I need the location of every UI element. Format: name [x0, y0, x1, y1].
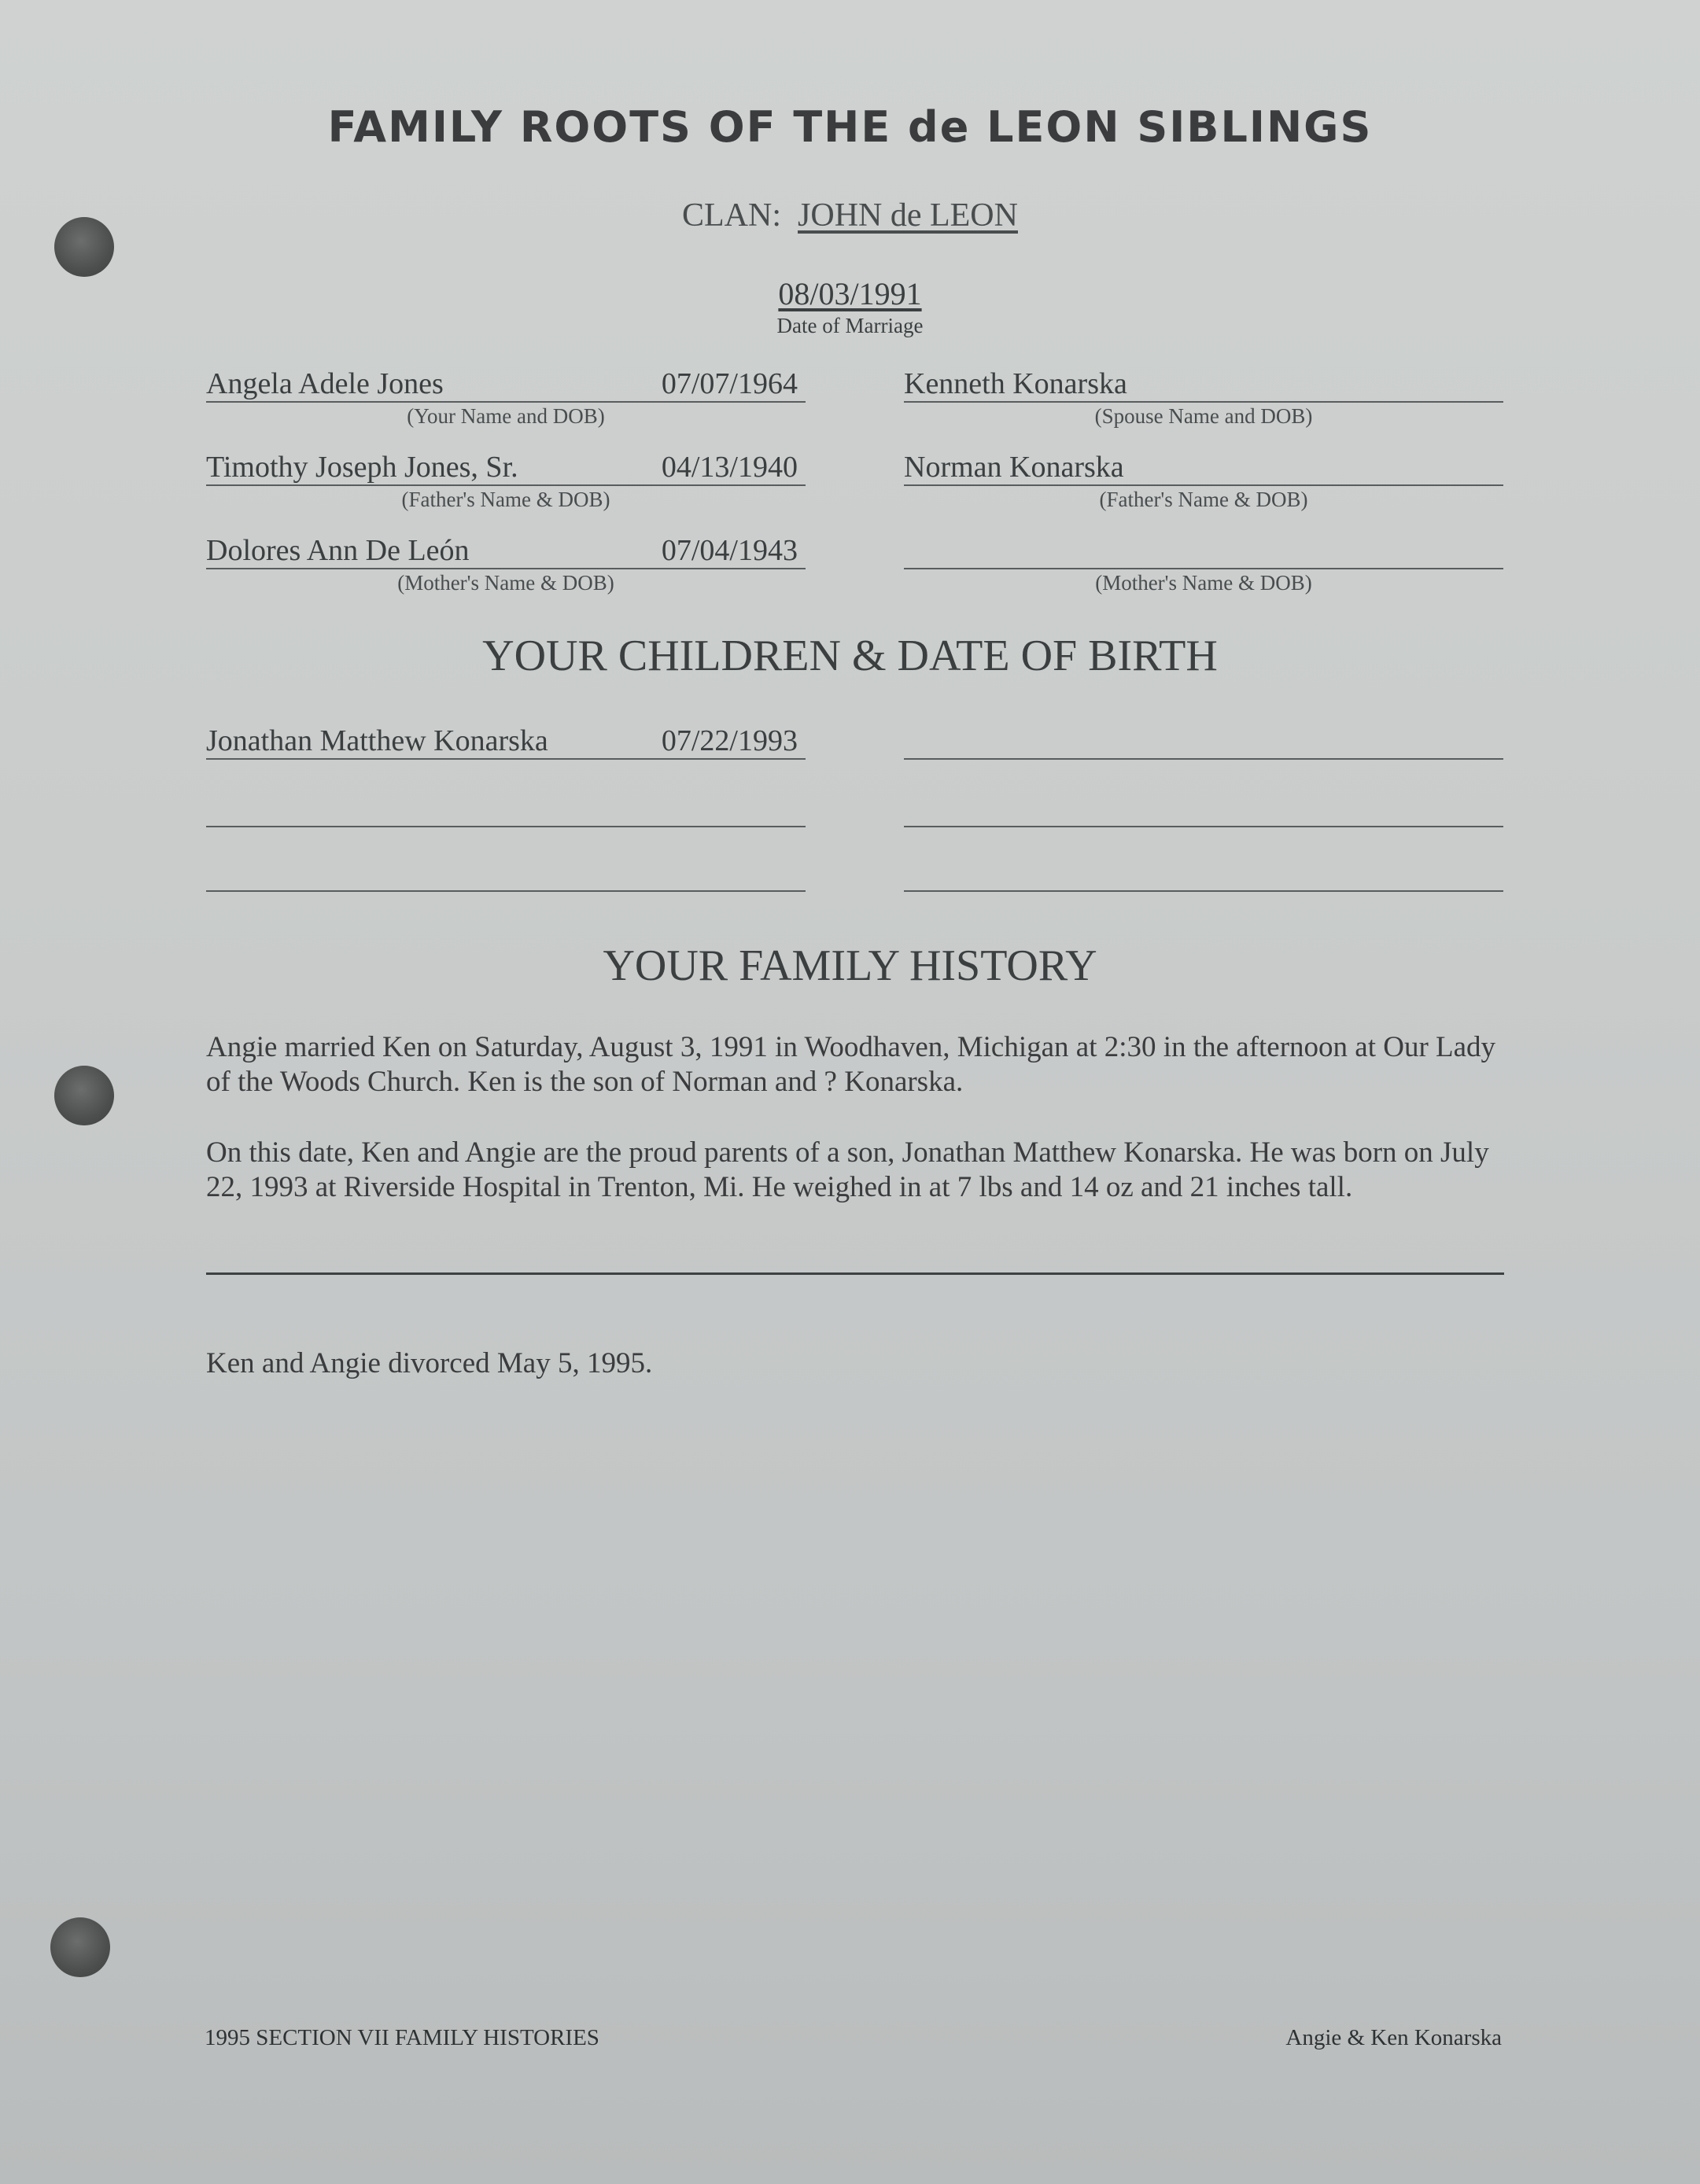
your-mother-dob: 07/04/1943 — [661, 534, 798, 567]
your-mother-field — [206, 530, 806, 595]
marriage-date-caption: Date of Marriage — [776, 314, 924, 337]
your-father-name: Timothy Joseph Jones, Sr. — [206, 451, 518, 484]
clan-value: JOHN de LEON — [798, 197, 1018, 234]
spouse-mother-caption: (Mother's Name & DOB) — [1095, 571, 1312, 595]
spouse-name-field — [904, 363, 1503, 429]
child-name: Jonathan Matthew Konarska — [206, 724, 548, 757]
history-paragraph-1: Angie married Ken on Saturday, August 3, 1991 in Woodhaven, Michigan at 2:30 in the afternoon at Our Lady of the Woods Church. Ken is the son of Norman and ? Konarska. — [206, 1031, 1496, 1098]
history-section-title: YOUR FAMILY HISTORY — [603, 941, 1097, 990]
child-line-4 — [904, 788, 1503, 827]
binder-hole-bottom — [50, 1917, 110, 1977]
your-father-field — [206, 447, 806, 512]
marriage-date: 08/03/1991 — [778, 276, 922, 311]
spouse-name-caption: (Spouse Name and DOB) — [1094, 404, 1313, 428]
your-name-caption: (Your Name and DOB) — [407, 404, 605, 428]
child-line-3 — [206, 788, 806, 827]
child-line-6 — [904, 853, 1503, 892]
spouse-name: Kenneth Konarska — [904, 367, 1127, 400]
spouse-father-name: Norman Konarska — [904, 451, 1124, 484]
your-name-field — [206, 363, 806, 429]
footer-left: 1995 SECTION VII FAMILY HISTORIES — [205, 2025, 599, 2050]
page-title: FAMILY ROOTS OF THE de LEON SIBLINGS — [327, 102, 1373, 152]
history-paragraph-3: Ken and Angie divorced May 5, 1995. — [206, 1347, 653, 1379]
child-line-5 — [206, 853, 806, 892]
clan-label: CLAN: — [682, 197, 782, 234]
spouse-mother-field — [904, 530, 1503, 595]
child-dob: 07/22/1993 — [661, 724, 798, 757]
history-divider — [206, 1272, 1504, 1275]
spouse-father-field — [904, 447, 1503, 512]
binder-hole-middle — [54, 1066, 114, 1125]
child-line-1 — [206, 720, 806, 760]
history-paragraph-2: On this date, Ken and Angie are the proud parents of a son, Jonathan Matthew Konarska. He was born on July 22, 1993 at Riverside Hospital in Trenton, Mi. He weighed in at 7 lbs and 14 oz and 21 inches tall. — [206, 1136, 1489, 1203]
child-line-2 — [904, 720, 1503, 760]
marriage-date-block — [0, 275, 1700, 338]
spouse-father-caption: (Father's Name & DOB) — [1099, 488, 1308, 511]
your-mother-name: Dolores Ann De León — [206, 534, 470, 567]
your-father-dob: 04/13/1940 — [661, 451, 798, 484]
your-father-caption: (Father's Name & DOB) — [401, 488, 610, 511]
your-name: Angela Adele Jones — [206, 367, 444, 400]
your-mother-caption: (Mother's Name & DOB) — [397, 571, 614, 595]
children-section-title: YOUR CHILDREN & DATE OF BIRTH — [482, 632, 1218, 680]
footer-right: Angie & Ken Konarska — [1285, 2025, 1502, 2050]
your-dob: 07/07/1964 — [661, 367, 798, 400]
clan-line — [0, 197, 1700, 234]
